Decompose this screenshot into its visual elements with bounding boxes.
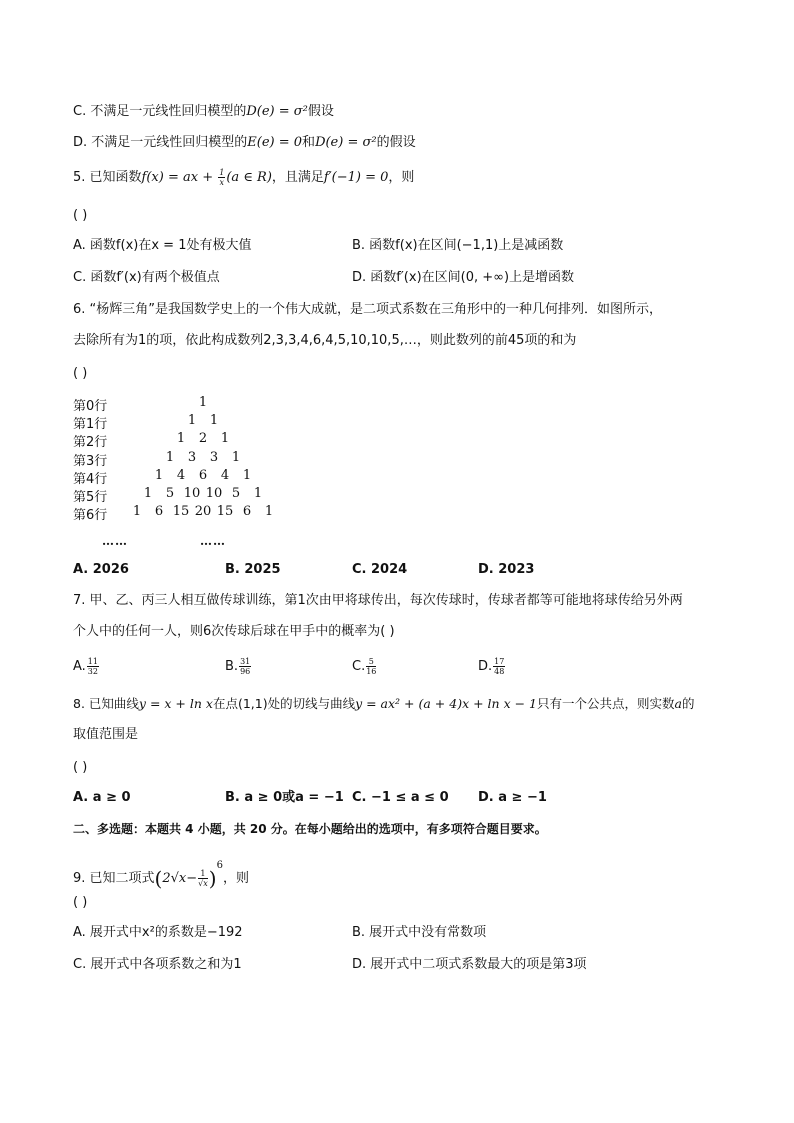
triangle-number: 20 [194,504,212,520]
q5-frac-num: 1 [219,168,225,177]
q8-option-a: A. a ≥ 0 [73,790,131,805]
q5-tail: ，则 [388,170,415,185]
q8-line1-a: 8. 已知曲线 [73,696,139,711]
triangle-row-label: 第2行 [73,435,108,451]
q9-stem [73,853,249,892]
q6-option-c: C. 2024 [352,562,408,577]
triangle-row-label: 第5行 [73,490,108,505]
q5-paren: ( ) [73,208,88,223]
triangle-number: 2 [198,431,208,447]
q9-option-c: C. 展开式中各项系数之和为1 [73,957,242,972]
q4-option-d-math2: D(e) = σ² [315,135,377,150]
q5-prefix: 5. 已知函数 [73,170,142,185]
q9-term1: 2√x [162,871,187,886]
triangle-number: 1 [154,467,164,483]
triangle-number: 1 [132,504,142,520]
q7-option-b [225,657,252,677]
q5-condition: (a ∈ R) [226,170,272,185]
q4-option-d [73,133,416,153]
q4-option-d-text: D. 不满足一元线性回归模型的 [73,135,248,150]
triangle-number: 1 [220,431,230,447]
q5-option-a: A. 函数f(x)在x = 1处有极大值 [73,238,252,253]
triangle-number: 6 [242,504,252,520]
triangle-row-label: 第4行 [73,471,108,487]
q7-option-d-label: D. [478,659,493,674]
q7-option-c-label: C. [352,659,366,674]
triangle-number: 1 [143,486,153,501]
q9-tail: ，则 [222,871,249,886]
triangle-number: 1 [242,467,252,483]
triangle-number: 5 [165,486,175,501]
triangle-number: 1 [187,413,197,429]
q9-fraction [198,869,208,888]
q6-option-b: B. 2025 [225,562,281,577]
q7-option-a-label: A. [73,659,86,674]
q5-derivative: f′(−1) = 0 [323,170,389,185]
q5-option-d: D. 函数f′(x)在区间(0, +∞)上是增函数 [352,270,575,285]
triangle-dots-right: …… [200,534,226,548]
q8-stem-line1 [73,694,694,714]
q4-option-c [73,102,334,122]
q7-a-num: 11 [87,657,98,666]
triangle-number: 6 [198,467,208,483]
q6-option-d: D. 2023 [478,562,535,577]
q9-paren: ( ) [73,895,88,910]
q7-option-c [352,657,377,677]
q5-frac-den: x [219,178,225,187]
q6-stem-line1: 6. “杨辉三角”是我国数学史上的一个伟大成就，是二项式系数在三角形中的一种几何排列．如图所示， [73,302,663,317]
q7-option-c-fraction [366,657,376,676]
q5-function: f(x) = ax + [141,170,218,185]
triangle-number: 5 [231,486,241,501]
q8-curve2: y = ax² + (a + 4)x + ln x − 1 [355,696,537,711]
triangle-number: 3 [209,449,219,465]
q5-option-b: B. 函数f(x)在区间(−1,1)上是减函数 [352,238,564,253]
triangle-row-label: 第3行 [73,453,108,469]
q7-a-den: 32 [87,667,98,676]
q9-prefix: 9. 已知二项式 [73,871,155,886]
triangle-number: 1 [253,486,263,501]
q5-stem [73,168,414,188]
q9-open-paren: ( [154,866,163,891]
q9-close-paren: ) [208,866,217,891]
q7-b-den: 96 [240,667,251,676]
q9-frac-den: √x [198,879,208,888]
q8-stem-line2: 取值范围是 [73,727,139,742]
q9-exponent: 6 [216,860,223,871]
q9-option-a: A. 展开式中x²的系数是−192 [73,925,243,940]
q4-option-d-math1: E(e) = 0 [247,135,303,150]
q4-option-d-tail: 的假设 [376,135,416,150]
triangle-number: 4 [176,467,186,483]
q7-option-b-fraction [239,657,251,676]
q5-fraction [218,168,225,187]
q7-option-d [478,657,506,677]
q8-paren: ( ) [73,760,88,775]
q5-option-c: C. 函数f′(x)有两个极值点 [73,270,220,285]
q8-line1-d: 的 [681,696,695,711]
triangle-number: 3 [187,449,197,465]
q8-line1-b: 在点(1,1)处的切线与曲线 [212,696,356,711]
triangle-row-label: 第6行 [73,508,108,524]
q7-b-num: 31 [240,657,251,666]
q7-option-a-fraction [87,657,99,676]
q4-option-c-tail: 假设 [307,104,334,119]
q5-mid: ，且满足 [271,170,324,185]
q9-frac-num: 1 [198,869,208,879]
triangle-number: 15 [216,504,234,520]
q8-line1-c: 只有一个公共点，则实数 [537,696,675,711]
q6-stem-line2: 去除所有为1的项，依此构成数列2,3,3,4,6,4,5,10,10,5,…，则此数列的前45项的和为 [73,333,577,348]
q6-paren: ( ) [73,366,88,381]
q7-d-den: 48 [494,667,505,676]
q7-option-a [73,657,100,677]
triangle-row-label: 第0行 [73,399,108,414]
section2-heading: 二、多选题：本题共 4 小题，共 20 分。在每小题给出的选项中，有多项符合题目要求。 [73,822,547,836]
q8-var-a: a [674,696,682,711]
q8-curve1: y = x + ln x [138,696,213,711]
q6-option-a: A. 2026 [73,562,129,577]
triangle-number: 1 [209,413,219,429]
triangle-row-label: 第1行 [73,417,108,433]
q8-option-d: D. a ≥ −1 [478,790,547,805]
triangle-number: 1 [165,449,175,465]
triangle-number: 6 [154,504,164,520]
q4-option-d-mid: 和 [302,135,316,150]
q8-option-b: B. a ≥ 0或a = −1 [225,790,344,805]
triangle-dots-left: …… [102,534,128,548]
q8-option-c: C. −1 ≤ a ≤ 0 [352,790,449,805]
q7-d-num: 17 [494,657,505,666]
q7-c-num: 5 [366,657,376,667]
triangle-number: 1 [176,431,186,447]
triangle-number: 1 [198,395,208,410]
q9-option-d: D. 展开式中二项式系数最大的项是第3项 [352,957,587,972]
q9-option-b: B. 展开式中没有常数项 [352,925,487,940]
triangle-number: 10 [183,486,201,501]
triangle-number: 1 [231,449,241,465]
q7-stem-line1: 7. 甲、乙、丙三人相互做传球训练，第1次由甲将球传出，每次传球时，传球者都等可能地将球传给另外两 [73,593,683,608]
pascal-triangle [73,395,373,525]
triangle-number: 15 [172,504,190,520]
q7-option-d-fraction [493,657,505,676]
q7-option-b-label: B. [225,659,239,674]
triangle-number: 1 [264,504,274,520]
triangle-number: 10 [205,486,223,501]
q7-stem-line2: 个人中的任何一人，则6次传球后球在甲手中的概率为( ) [73,624,395,639]
q4-option-c-math: D(e) = σ² [246,104,308,119]
triangle-number: 4 [220,467,230,483]
q7-c-den: 16 [366,667,377,676]
q4-option-c-text: C. 不满足一元线性回归模型的 [73,104,247,119]
q9-minus: − [186,871,198,886]
